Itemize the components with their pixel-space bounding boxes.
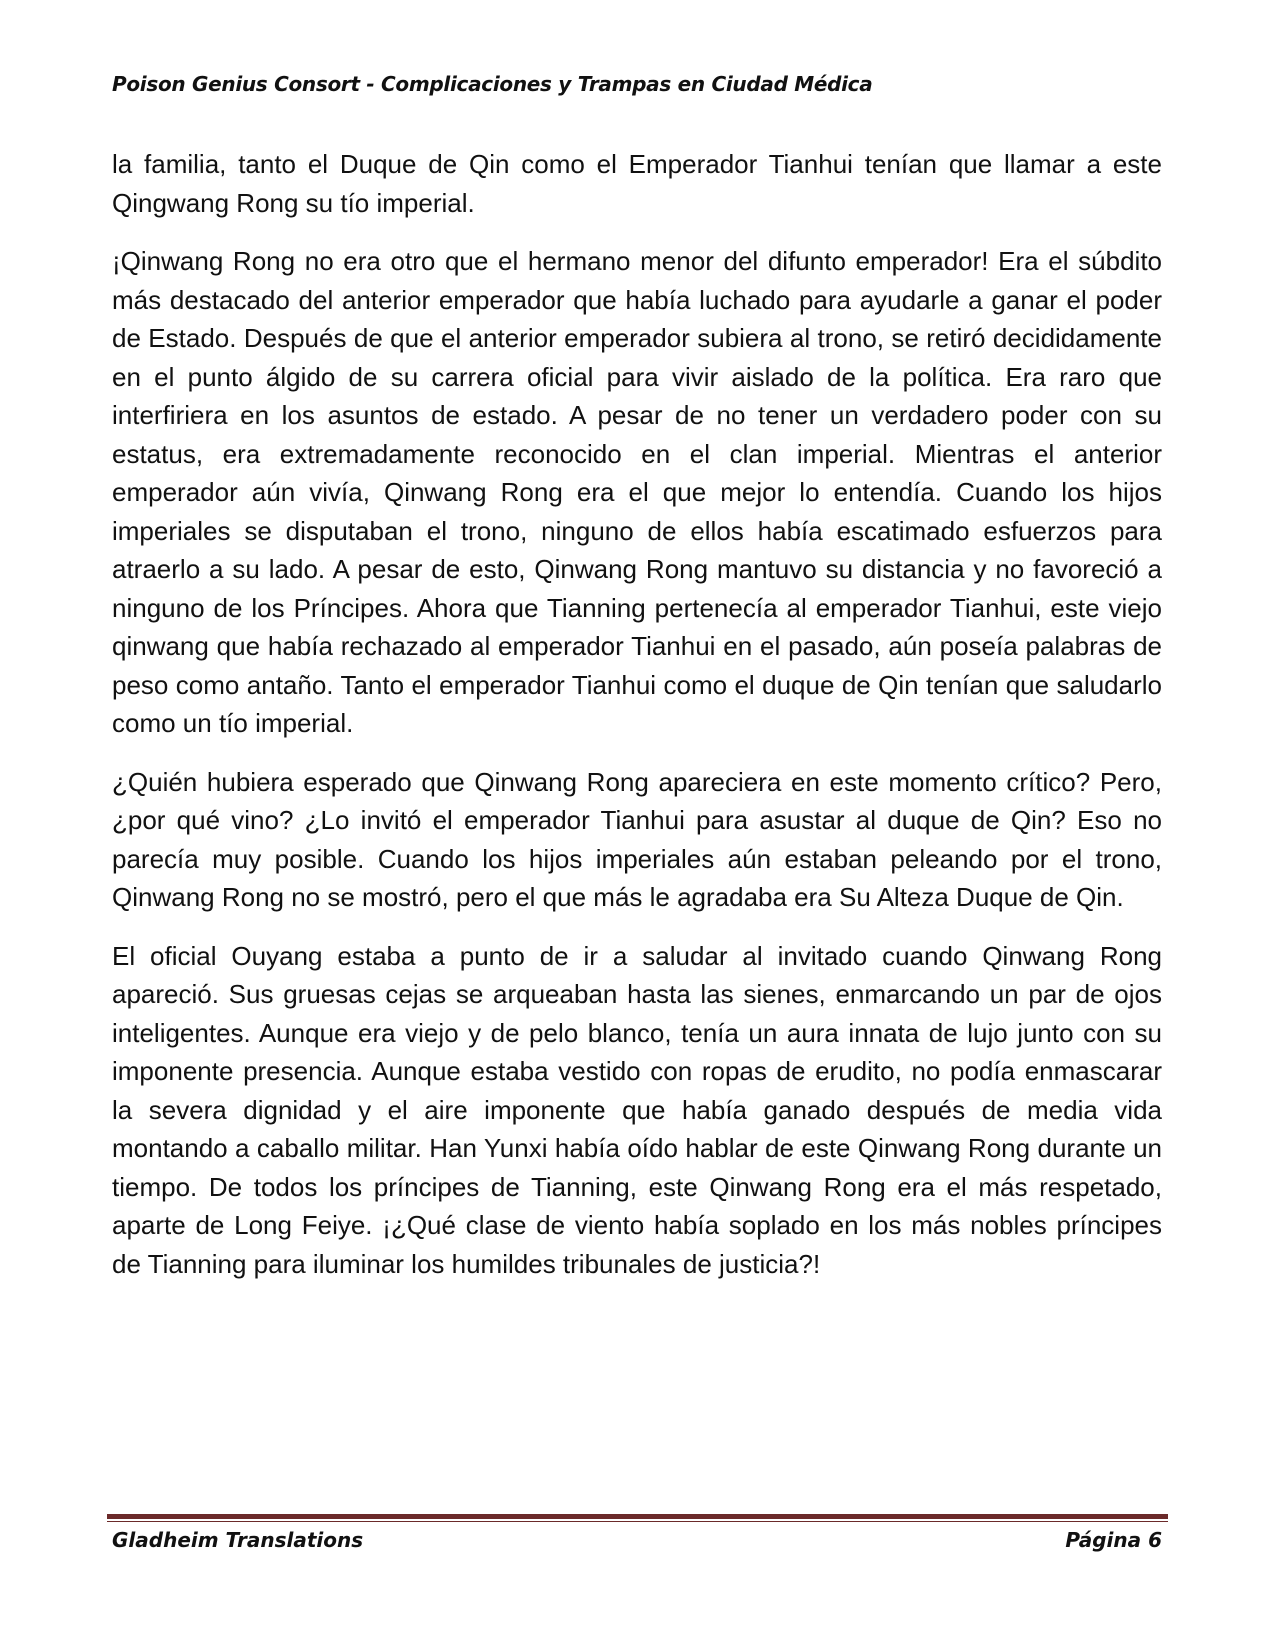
paragraph: ¡Qinwang Rong no era otro que el hermano menor del difunto emperador! Era el súbdito más destacado del anterior emperador que había luchado para ayudarle a ganar el poder de Estado. Después de que el anterior emperador subiera al trono, se retiró decididamente en el punto álgido de su carrera oficial para vivir aislado de la política. Era raro que interfiriera en los asuntos de estado. A pesar de no tener un verdadero poder con su estatus, era extremadamente reconocido en el clan imperial. Mientras el anterior emperador aún vivía, Qinwang Rong era el que mejor lo entendía. Cuando los hijos imperiales se disputaban el trono, ninguno de ellos había escatimado esfuerzos para atraerlo a su lado. A pesar de esto, Qinwang Rong mantuvo su distancia y no favoreció a ninguno de los Príncipes. Ahora que Tianning pertenecía al emperador Tianhui, este viejo qinwang que había rechazado al emperador Tianhui en el pasado, aún poseía palabras de peso como antaño. Tanto el emperador Tianhui como el duque de Qin tenían que saludarlo como un tío imperial. — [112, 246, 1162, 738]
paragraph: El oficial Ouyang estaba a punto de ir a saludar al invitado cuando Qinwang Rong apareció. Sus gruesas cejas se arqueaban hasta las sienes, enmarcando un par de ojos inteligentes. Aunque era viejo y de pelo blanco, tenía un aura innata de lujo junto con su imponente presencia. Aunque estaba vestido con ropas de erudito, no podía enmascarar la severa dignidad y el aire imponente que había ganado después de media vida montando a caballo militar. Han Yunxi había oído hablar de este Qinwang Rong durante un tiempo. De todos los príncipes de Tianning, este Qinwang Rong era el más respetado, aparte de Long Feiye. ¡¿Qué clase de viento había soplado en los más nobles príncipes de Tianning para iluminar los humildes tribunales de justicia?! — [112, 940, 1162, 1279]
page-footer — [112, 1528, 1162, 1558]
page-number: Página 6 — [1065, 1528, 1162, 1552]
paragraph: ¿Quién hubiera esperado que Qinwang Rong apareciera en este momento crítico? Pero, ¿por qué vino? ¿Lo invitó el emperador Tianhui para asustar al duque de Qin? Eso no parecía muy posible. Cuando los hijos imperiales aún estaban peleando por el trono, Qinwang Rong no se mostró, pero el que más le agradaba era Su Alteza Duque de Qin. — [112, 766, 1162, 912]
footer-publisher: Gladheim Translations — [112, 1528, 364, 1552]
page-header: Poison Genius Consort - Complicaciones y Trampas en Ciudad Médica — [112, 72, 873, 96]
footer-divider — [107, 1514, 1168, 1522]
paragraph: la familia, tanto el Duque de Qin como el Emperador Tianhui tenían que llamar a este Qingwang Rong su tío imperial. — [112, 149, 1162, 218]
page-body — [112, 145, 1162, 1303]
